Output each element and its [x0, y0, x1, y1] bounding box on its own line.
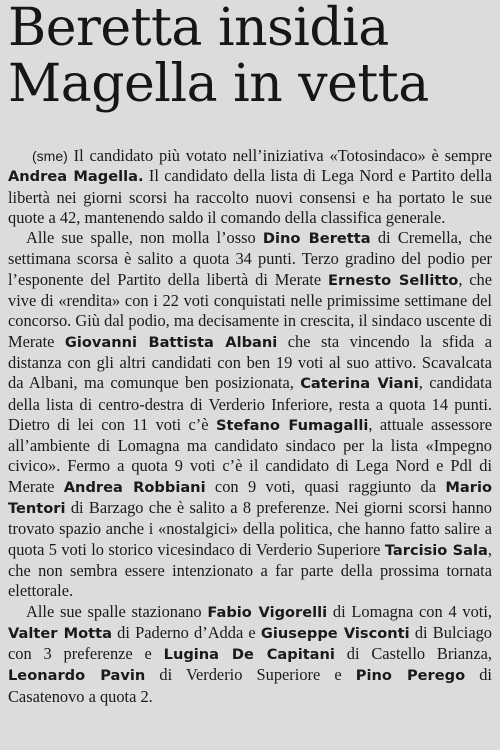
headline-line-1: Beretta insidia [8, 0, 389, 58]
candidate-name: Mario Tentori [8, 478, 492, 518]
text: Il candidato della lista di Lega Nord e Partito della libertà nei giorni scorsi ha raccolto nuovi consensi e ha portato le sue quote a 42, mantenendo saldo il comando della classifica generale. [8, 166, 492, 227]
text: , candidata della lista di centro-destra di Verderio Inferiore, resta a quota 14 punti. Dietro di lei con 11 voti c’è [8, 373, 492, 434]
candidate-name: Giovanni Battista Albani [64, 333, 278, 351]
text: di Bulciago con 3 preferenze e [8, 622, 492, 664]
candidate-name: Fabio Vigorelli [207, 603, 328, 621]
candidate-name: Valter Motta [8, 624, 112, 642]
text: di Castello Brianza, [334, 644, 492, 664]
candidate-name: Stefano Fumagalli [215, 416, 369, 434]
text: con 9 voti, quasi raggiunto da [205, 476, 446, 496]
candidate-name: Andrea Magella. [8, 168, 144, 186]
candidate-name: Giuseppe Visconti [260, 624, 410, 642]
text: di Cremella, che settimana scorsa è salito a quota 34 punti. Terzo gradino del podio per l’esponente del Partito della libertà di Merate [8, 228, 492, 289]
author-tag: (sme) [32, 148, 68, 164]
text: Alle sue spalle, non molla l’osso [26, 228, 263, 248]
headline [8, 0, 498, 112]
text: di Lomagna con 4 voti, [327, 601, 492, 621]
paragraph-3 [8, 602, 492, 707]
paragraph-1 [8, 146, 492, 228]
candidate-name: Dino Beretta [262, 230, 371, 248]
candidate-name: Pino Perego [355, 667, 466, 685]
candidate-name: Lugina De Capitani [163, 646, 335, 664]
candidate-name: Caterina Viani [300, 375, 419, 393]
candidate-name: Leonardo Pavin [8, 667, 146, 685]
paragraph-2 [8, 228, 492, 601]
candidate-name: Andrea Robbiani [63, 478, 206, 496]
text: che sta vincendo la sfida a distanza con gli altri candidati con ben 19 voti al suo attivo. Scavalcata da Albani, ma comunque ben posizionata, [8, 331, 492, 393]
text: Il candidato più votato nell’iniziativa «Totosindaco» è sempre [67, 146, 492, 165]
candidate-name: Ernesto Sellitto [327, 271, 459, 289]
text: di Verderio Superiore e [145, 665, 356, 685]
text: Alle sue spalle stazionano [26, 601, 208, 621]
text: di Paderno d’Adda e [111, 622, 261, 642]
text: , che non sembra essere intenzionato a far parte della prossima tornata elettorale. [8, 539, 492, 601]
text: , attuale assessore all’ambiente di Lomagna ma candidato sindaco per la lista «Impegno civico». Fermo a quota 9 voti c’è il candidato di Lega Nord e Pdl di Merate [8, 414, 492, 496]
text: di Barzago che è salito a 8 preferenze. Nei giorni scorsi hanno trovato spazio anche i «nostalgici» della politica, che hanno fatto salire a quota 5 voti lo storico vicesindaco di Verderio Superiore [8, 498, 492, 559]
article-body [8, 146, 492, 707]
text: , che vive di «rendita» con i 22 voti conquistati nelle primissime settimane del concorso. Giù dal podio, ma decisamente in crescita, il sindaco uscente di Merate [8, 269, 492, 351]
candidate-name: Tarcisio Sala [384, 541, 488, 559]
headline-line-2: Magella in vetta [8, 54, 429, 114]
text: di Casatenovo a quota 2. [8, 665, 492, 706]
